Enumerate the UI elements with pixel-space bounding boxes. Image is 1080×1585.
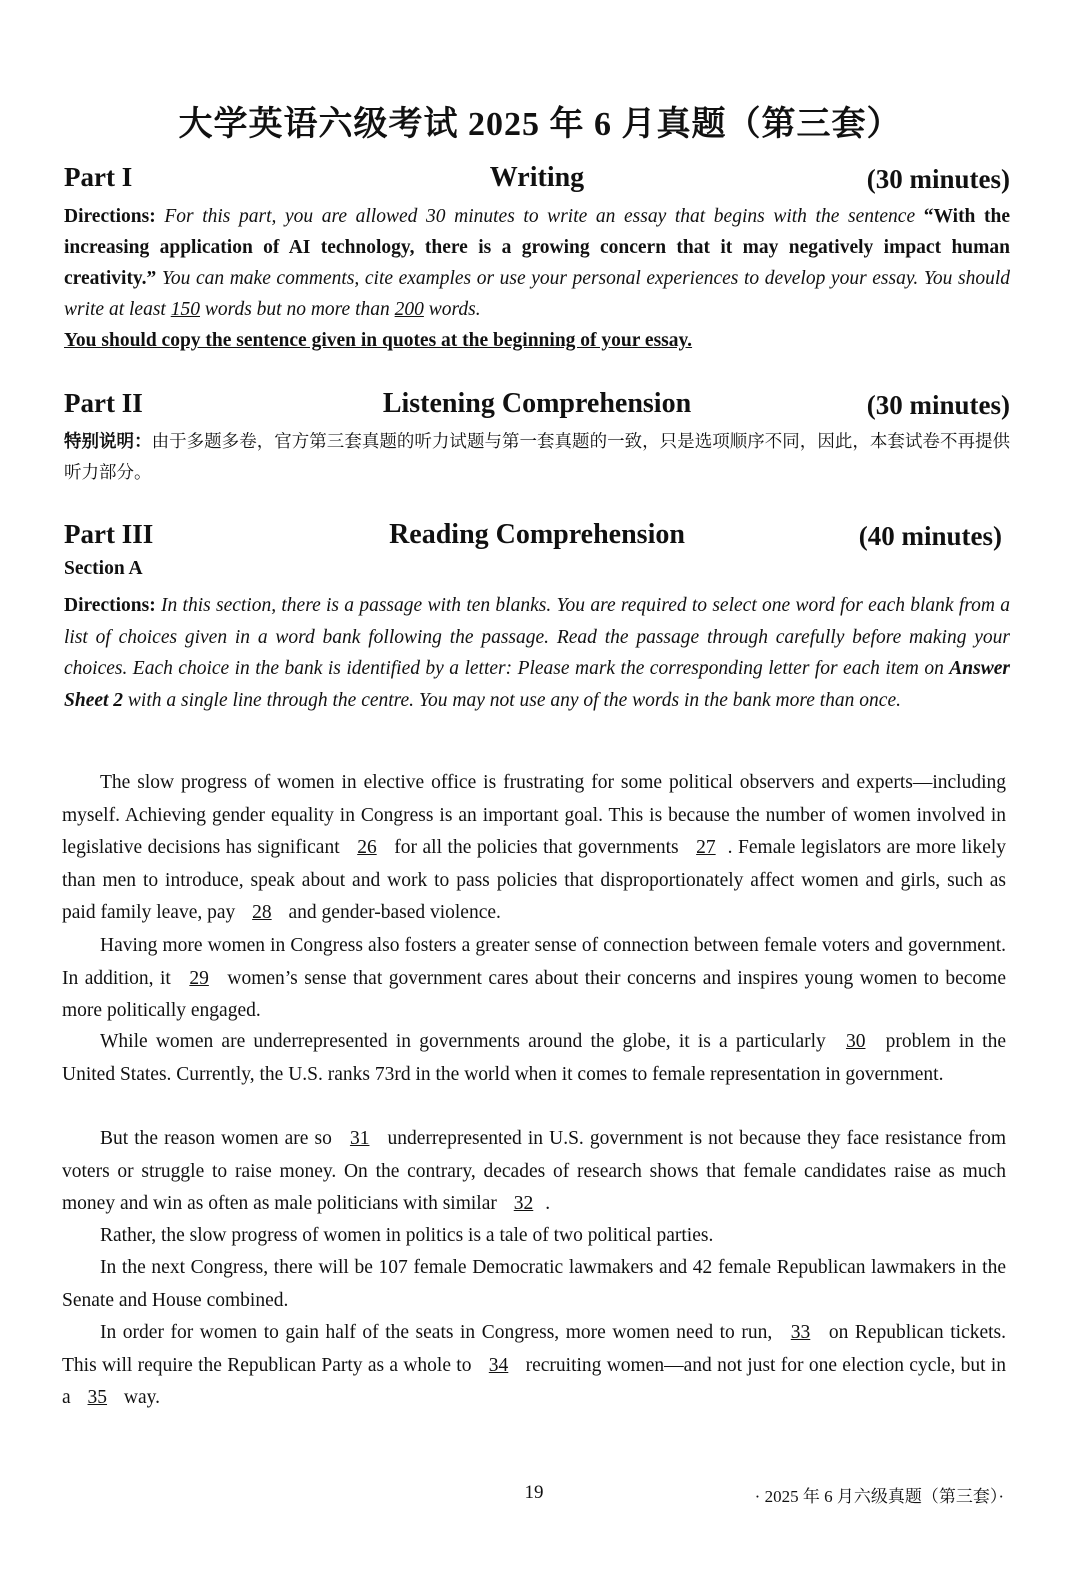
part1-max-words: 200 (394, 299, 424, 320)
part2-header (64, 388, 1010, 428)
blank-34: 34 (488, 1354, 509, 1376)
passage-paragraph-2 (62, 930, 1006, 1028)
blank-28: 28 (252, 902, 272, 923)
passage-text: and gender-based violence. (288, 902, 501, 923)
passage-paragraph-5 (62, 1220, 1006, 1253)
page-number: 19 (524, 1482, 544, 1503)
passage-text: The slow progress of women in elective office is frustrating for some political observers and experts—including myself. Achieving gender equality in Congress is an important goal. This is because the number of women involved in legislative decisions has significant (62, 772, 1006, 858)
passage-text: . Female legislators are more likely than men to introduce, speak about and work to pass policies that disproportionately affect women and girls, such as paid family leave, pay (62, 837, 1007, 923)
part2-label: Part II (64, 388, 143, 418)
blank-31: 31 (349, 1128, 370, 1149)
part3-label: Part III (64, 519, 154, 549)
running-title: · 2025 年 6 月六级真题（第三套）· (754, 1487, 1004, 1506)
part1-directions (64, 201, 1010, 356)
blank-33: 33 (790, 1322, 811, 1343)
passage-text: underrepresented in U.S. government is not because they face resistance from voters or struggle to raise money. On the contrary, decades of research shows that female candidates raise as much money and win as often as male politicians with similar (62, 1128, 1007, 1214)
blank-32: 32 (513, 1193, 534, 1214)
part1-essay-sentence: “With the increasing application of AI technology, there is a growing concern that it may negatively impact human creativity.” (64, 206, 1011, 289)
passage-text: recruiting women—and not just for one election cycle, but in a (62, 1354, 1007, 1408)
passage-paragraph-1 (62, 767, 1006, 930)
passage-text: on Republican tickets. This will require the Republican Party as a whole to (62, 1322, 1007, 1376)
part1-directions-label: Directions: (64, 206, 156, 227)
part3-directions-b: with a single line through the centre. You may not use any of the words in the bank more than once. (127, 689, 901, 711)
passage-text: problem in the United States. Currently, the U.S. ranks 73rd in the world when it comes to female representation in government. (62, 1031, 1006, 1085)
passage-text: But the reason women are so (100, 1128, 332, 1149)
answer-sheet-label: Answer Sheet 2 (64, 658, 1010, 711)
part1-min-words: 150 (170, 299, 200, 320)
part3-time: (40 minutes) (858, 521, 1002, 551)
part2-name: Listening Comprehension (382, 388, 692, 419)
part1-directions-middle: You can make comments, cite examples or use your personal experiences to develop your essay. You should write at least (64, 268, 1011, 320)
passage-text: women’s sense that government cares about their concerns and inspires young women to become more politically engaged. (62, 967, 1007, 1021)
passage-text: In order for women to gain half of the seats in Congress, more women need to run, (100, 1322, 773, 1343)
passage-paragraph-4 (62, 1123, 1006, 1221)
passage-paragraph-7 (62, 1317, 1006, 1415)
part1-time: (30 minutes) (866, 164, 1010, 194)
passage-paragraph-3 (62, 1026, 1006, 1091)
blank-35: 35 (87, 1387, 108, 1408)
part3-directions-label: Directions: (64, 595, 156, 616)
blank-30: 30 (845, 1031, 866, 1052)
part1-label: Part I (64, 162, 133, 192)
part3-directions (64, 590, 1010, 716)
part1-header (64, 162, 1010, 202)
passage-text: way. (123, 1387, 161, 1408)
blank-26: 26 (357, 837, 377, 858)
page-title: 大学英语六级考试 2025 年 6 月真题（第三套） (178, 106, 902, 143)
part3-header (64, 519, 1010, 559)
part3-directions-a: In this section, there is a passage with ten blanks. You are required to select one word for each blank from a list of choices given in a word bank following the passage. Read the passage through carefully before making your choices. Each choice in the bank is identified by a letter: Please mark the corresponding letter for each item on (64, 595, 1011, 679)
part1-words-end: words. (428, 299, 481, 320)
passage-text: While women are underrepresented in governments around the globe, it is a particularly (100, 1031, 826, 1052)
passage-text: Rather, the slow progress of women in politics is a tale of two political parties. (100, 1225, 714, 1246)
passage-text: for all the policies that governments (394, 837, 679, 858)
blank-27: 27 (696, 837, 716, 858)
passage-text: Having more women in Congress also fosters a greater sense of connection between female voters and government. In addition, it (62, 935, 1006, 989)
part1-copy-note: You should copy the sentence given in quotes at the beginning of your essay. (64, 330, 693, 351)
part2-time: (30 minutes) (866, 390, 1010, 420)
part1-words-between: words but no more than (204, 299, 390, 320)
part1-directions-intro: For this part, you are allowed 30 minutes to write an essay that begins with the sentence (164, 206, 916, 227)
passage-paragraph-6 (62, 1252, 1006, 1317)
passage-text: . (545, 1193, 551, 1214)
part2-note-text: 由于多题多卷，官方第三套真题的听力试题与第一套真题的一致，只是选项顺序不同，因此，本套试卷不再提供听力部分。 (64, 432, 1011, 483)
section-a-heading: Section A (64, 558, 143, 579)
part3-name: Reading Comprehension (389, 519, 685, 550)
passage-text: In the next Congress, there will be 107 female Democratic lawmakers and 42 female Republican lawmakers in the Senate and House combined. (62, 1257, 1006, 1311)
part2-note-label: 特别说明： (64, 432, 152, 452)
part1-name: Writing (489, 162, 585, 193)
part2-note (64, 427, 1010, 489)
blank-29: 29 (189, 967, 209, 989)
